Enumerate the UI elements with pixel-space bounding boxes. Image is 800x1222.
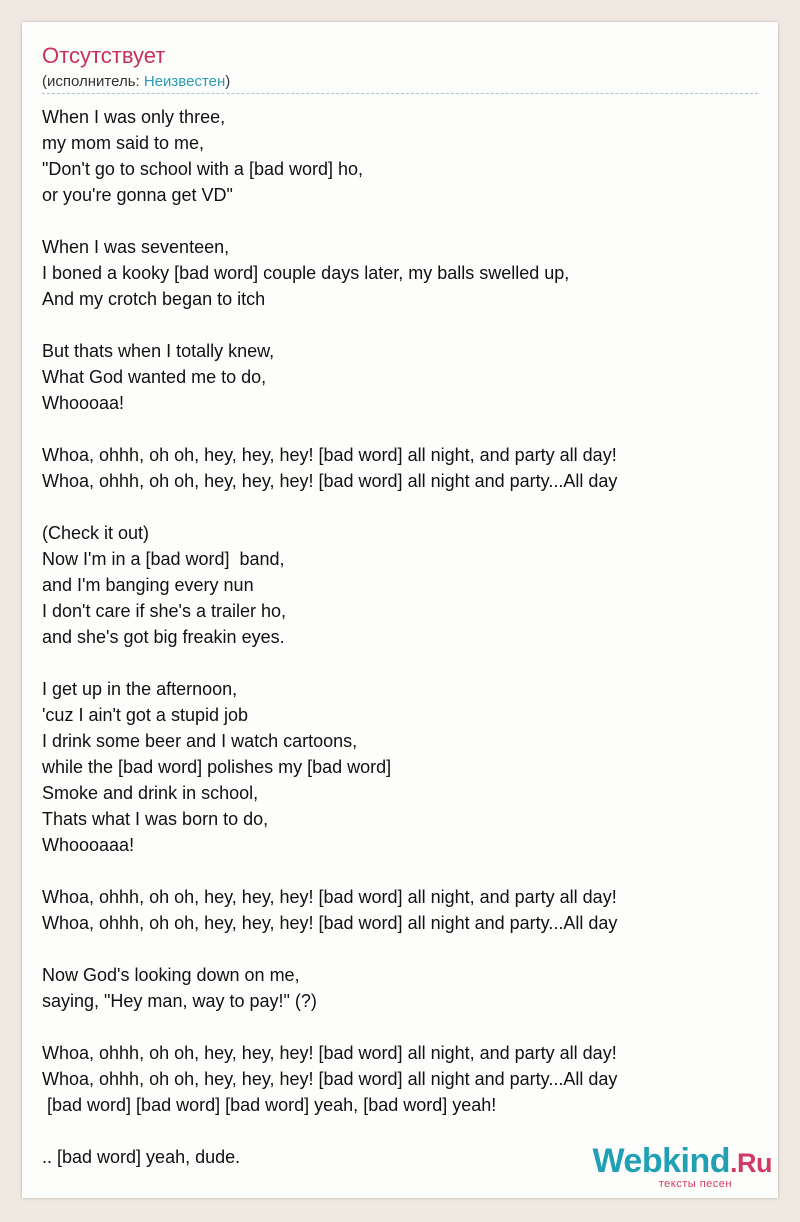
lyric-line bbox=[42, 1118, 758, 1144]
lyric-line: Now I'm in a [bad word] band, bbox=[42, 549, 285, 569]
lyric-line bbox=[42, 416, 758, 442]
logo-name: Webkind bbox=[592, 1142, 730, 1180]
lyric-line: Whoa, ohhh, oh oh, hey, hey, hey! [bad word] all night, and party all day! bbox=[42, 887, 617, 907]
lyric-line: .. [bad word] yeah, dude. bbox=[42, 1147, 241, 1167]
artist-prefix: (исполнитель: bbox=[42, 73, 144, 90]
lyric-line: Whoa, ohhh, oh oh, hey, hey, hey! [bad word] all night and party...All day bbox=[42, 471, 618, 491]
lyric-line: Whoa, ohhh, oh oh, hey, hey, hey! [bad word] all night and party...All day bbox=[42, 913, 618, 933]
lyric-line: 'cuz I ain't got a stupid job bbox=[42, 705, 248, 725]
logo-wordmark bbox=[592, 1144, 772, 1180]
lyric-line: my mom said to me, bbox=[42, 133, 205, 153]
lyric-line: Whoa, ohhh, oh oh, hey, hey, hey! [bad word] all night, and party all day! bbox=[42, 445, 617, 465]
lyric-line: while the [bad word] polishes my [bad word] bbox=[42, 757, 392, 777]
lyric-line: and I'm banging every nun bbox=[42, 575, 254, 595]
lyric-line: When I was seventeen, bbox=[42, 237, 230, 257]
logo-tld: .Ru bbox=[730, 1148, 772, 1178]
site-logo[interactable] bbox=[592, 1144, 772, 1190]
lyric-line bbox=[42, 494, 758, 520]
artist-link[interactable]: Неизвестен bbox=[143, 73, 226, 90]
lyric-line: Thats what I was born to do, bbox=[42, 809, 269, 829]
lyric-line: I get up in the afternoon, bbox=[42, 679, 238, 699]
lyric-line: Whoa, ohhh, oh oh, hey, hey, hey! [bad word] all night, and party all day! bbox=[42, 1043, 617, 1063]
lyric-line: And my crotch began to itch bbox=[42, 289, 266, 309]
lyric-line bbox=[42, 858, 758, 884]
lyric-line: What God wanted me to do, bbox=[42, 367, 267, 387]
lyric-line: or you're gonna get VD" bbox=[42, 185, 233, 205]
lyrics-sheet bbox=[22, 22, 778, 1198]
lyric-line: But thats when I totally knew, bbox=[42, 341, 275, 361]
lyric-line: Whoa, ohhh, oh oh, hey, hey, hey! [bad word] all night and party...All day bbox=[42, 1069, 618, 1089]
lyric-line bbox=[42, 936, 758, 962]
lyric-line bbox=[42, 312, 758, 338]
lyric-line bbox=[42, 1014, 758, 1040]
lyric-line: I don't care if she's a trailer ho, bbox=[42, 601, 286, 621]
lyric-line: and she's got big freakin eyes. bbox=[42, 627, 285, 647]
header-divider bbox=[42, 93, 758, 94]
lyric-line: I drink some beer and I watch cartoons, bbox=[42, 731, 358, 751]
artist-suffix: ) bbox=[225, 73, 231, 90]
lyric-line: Whoooaaa! bbox=[42, 835, 135, 855]
lyric-line: When I was only three, bbox=[42, 107, 226, 127]
lyric-line: [bad word] [bad word] [bad word] yeah, [bad word] yeah! bbox=[42, 1095, 497, 1115]
lyric-line: (Check it out) bbox=[42, 523, 150, 543]
logo-tagline: тексты песен bbox=[658, 1178, 732, 1190]
artist-line bbox=[42, 73, 230, 91]
lyric-line: Smoke and drink in school, bbox=[42, 783, 259, 803]
lyric-line bbox=[42, 650, 758, 676]
lyric-line: Whoooaa! bbox=[42, 393, 125, 413]
lyric-line: Now God's looking down on me, bbox=[42, 965, 300, 985]
lyric-line: "Don't go to school with a [bad word] ho, bbox=[42, 159, 364, 179]
lyrics-body bbox=[42, 104, 758, 1170]
lyric-line: I boned a kooky [bad word] couple days later, my balls swelled up, bbox=[42, 263, 570, 283]
lyric-line bbox=[42, 208, 758, 234]
lyric-line: saying, "Hey man, way to pay!" (?) bbox=[42, 991, 317, 1011]
song-title: Отсутствует bbox=[42, 43, 166, 68]
